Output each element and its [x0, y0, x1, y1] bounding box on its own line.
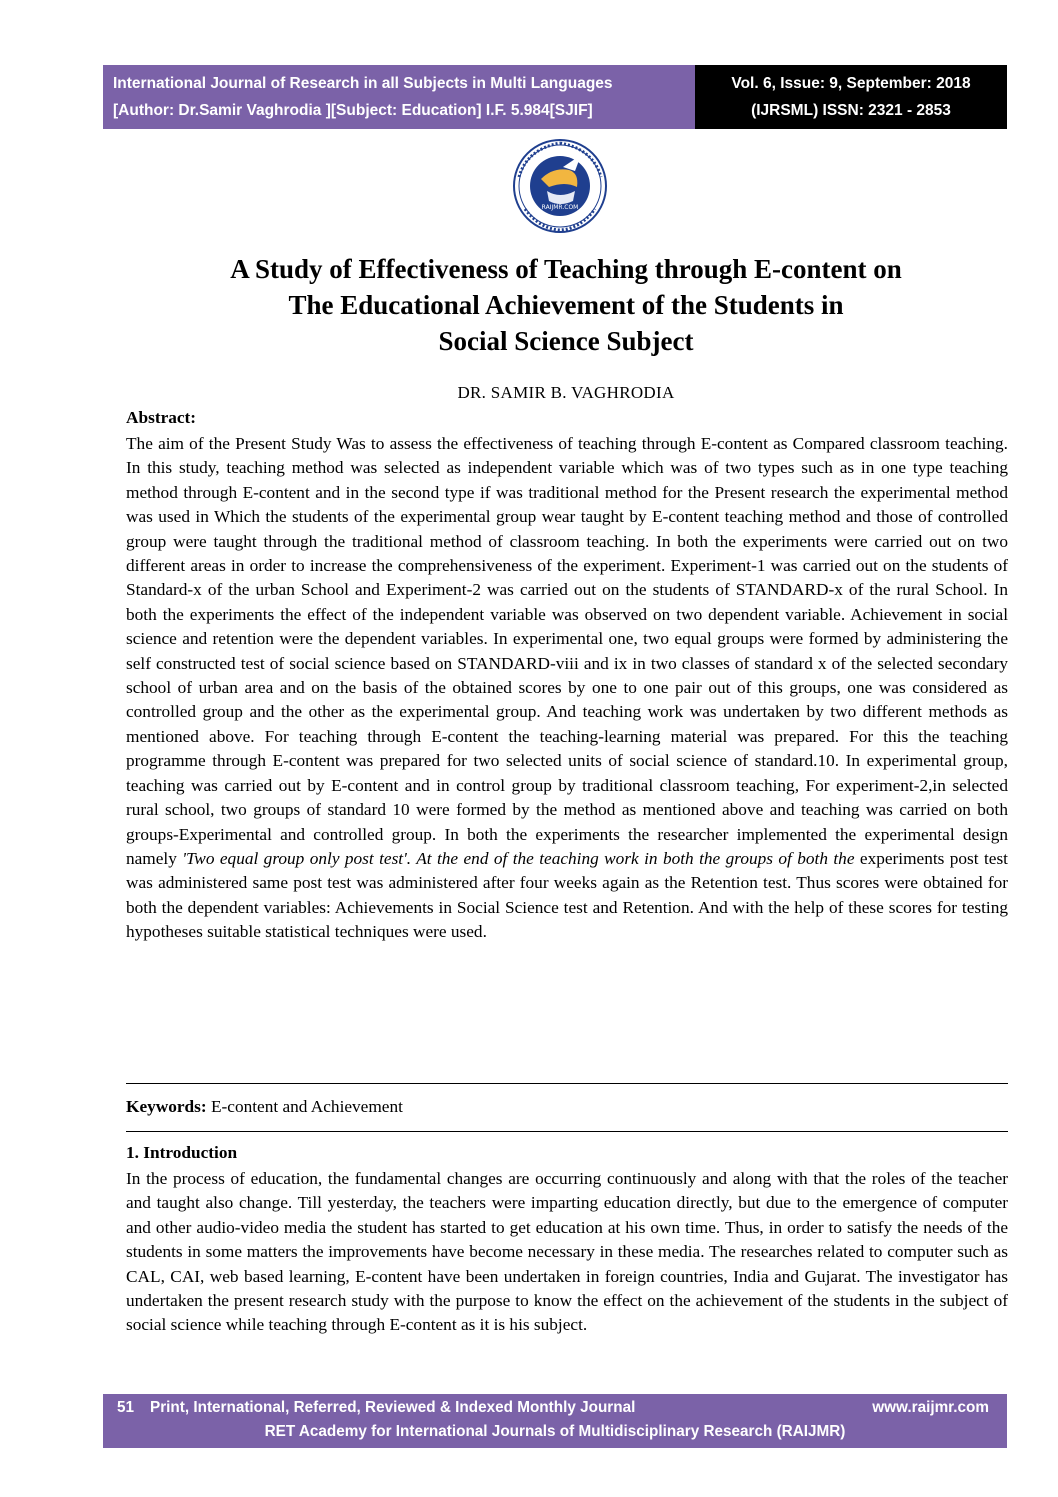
title-line-3: Social Science Subject	[438, 326, 694, 356]
author-subject-line: [Author: Dr.Samir Vaghrodia ][Subject: Education] I.F. 5.984[SJIF]	[113, 102, 593, 119]
issn: (IJRSML) ISSN: 2321 - 2853	[751, 102, 951, 119]
abstract-italic-text: 'Two equal group only post test'. At the end of the teaching work in both the groups of both the	[182, 848, 855, 868]
footer-publisher: RET Academy for International Journals of Multidisciplinary Research (RAIJMR)	[264, 1423, 846, 1440]
divider	[126, 1131, 1008, 1132]
title-line-2: The Educational Achievement of the Students in	[288, 290, 844, 320]
footer-website-link[interactable]: www.raijmr.com	[872, 1399, 989, 1416]
abstract-heading: Abstract:	[126, 408, 197, 427]
volume-issue: Vol. 6, Issue: 9, September: 2018	[731, 75, 971, 92]
abstract-text-2: experiments post test was administered same post test was administered after four weeks again as the Retention test. Thus scores were obtained for both the dependent variables: Achievements in Social Science test and Retention. And with the help of these scores for testing hypotheses suitable statistical techniques were used.	[126, 848, 1008, 942]
paper-title	[103, 251, 1029, 359]
abstract-text-1: The aim of the Present Study Was to assess the effectiveness of teaching through E-content as Compared classroom teaching. In this study, teaching method was selected as independent variable which was of two types such as in one type teaching method through E-content and in the second type if was traditional method for the Present research the experimental method was used in Which the students of the experimental group wear taught by E-content teaching method and those of controlled group were taught through the traditional method of classroom teaching. In both the experiments were carried out on two different areas in order to increase the comprehensiveness of the experiment. Experiment-1 was carried out on the students of Standard-x of the urban School and Experiment-2 was carried out on the students of STANDARD-x of the rural School. In both the experiments the effect of the independent variable was observed on two dependent variable. Achievement in social science and retention were the dependent variables. In experimental one, two equal groups were formed by administering the self constructed test of social science based on STANDARD-viii and ix in two classes of standard x of the selected secondary school of urban area and on the basis of the obtained scores by one to one pair out of this groups, one was considered as controlled group and the other as the experimental group. And teaching work was undertaken by two different methods as mentioned above. For teaching through E-content the teaching-learning material was prepared. For this the teaching programme through E-content was prepared for two selected units of social science of standard.10. In experimental group, teaching was carried out by E-content and in control group by traditional classroom teaching, For experiment-2,in selected rural school, two groups of standard 10 were formed by the method as mentioned above and teaching was carried on both groups-Experimental and controlled group. In both the experiments the researcher implemented the experimental design namely	[126, 434, 1008, 868]
page-footer	[103, 1394, 1007, 1448]
journal-name: International Journal of Research in all Subjects in Multi Languages	[113, 75, 613, 92]
introduction-heading: 1. Introduction	[126, 1143, 238, 1162]
divider	[126, 1083, 1008, 1084]
title-line-1: A Study of Effectiveness of Teaching through E-content on	[230, 254, 902, 284]
keywords-value: E-content and Achievement	[206, 1097, 403, 1116]
author-name: DR. SAMIR B. VAGHRODIA	[457, 383, 675, 402]
introduction-body: In the process of education, the fundamental changes are occurring continuously and along with that the roles of the teacher and taught also change. Till yesterday, the teachers were imparting education directly, but due to the emergence of computer and other audio-video media the student has started to get education at his own time. Thus, in order to satisfy the needs of the students in some matters the improvements have become necessary in these media. The researches related to computer such as CAL, CAI, web based learning, E-content have been undertaken in foreign countries, India and Gujarat. The investigator has undertaken the present research study with the purpose to know the effect on the achievement of the students in the subject of social science while teaching through E-content as it is his subject.	[126, 1169, 1008, 1335]
abstract-body	[126, 432, 1008, 945]
page-number: 51	[117, 1399, 135, 1416]
logo-text: RAIJMR.COM	[541, 204, 579, 211]
journal-header-banner	[103, 65, 695, 129]
volume-issue-banner	[695, 65, 1007, 129]
keywords-label: Keywords:	[126, 1097, 207, 1116]
footer-journal-type: Print, International, Referred, Reviewed & Indexed Monthly Journal	[150, 1399, 636, 1416]
keywords	[126, 1095, 1008, 1119]
journal-seal-icon	[505, 137, 615, 235]
